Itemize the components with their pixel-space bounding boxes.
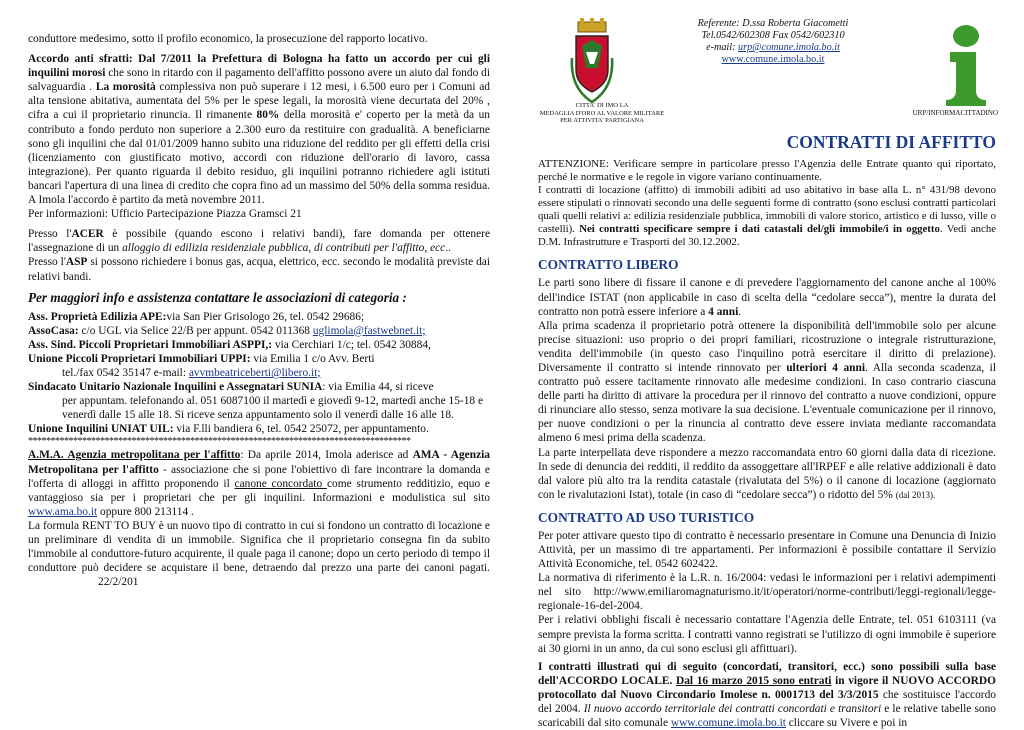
asp-paragraph: Presso l'ASP si possono richiedere i bonus gas, acqua, elettrico, ecc. secondo le modalità previste dai relativi bandi. bbox=[28, 256, 490, 283]
uppi-email-link[interactable]: avvmbeatriceberti@libero.it; bbox=[188, 366, 321, 379]
assoc-sunia: Sindacato Unitario Nazionale Inquilini e Assegnatari SUNIA: via Emilia 44, si riceve bbox=[28, 381, 434, 394]
header bbox=[538, 16, 996, 124]
website-link[interactable]: www.comune.imola.bo.it bbox=[721, 54, 825, 65]
ama-site-link[interactable]: www.ama.bo.it bbox=[28, 505, 98, 518]
sfratti-paragraph: Accordo anti sfratti: Dal 7/2011 la Prefettura di Bologna ha fatto un accordo per cui gli inquilini morosi che sono in ritardo con il pagamento dell'affitto possono avere un aiuto dal fondo di salvaguardia . La morosità complessiva non può superare i 12 mesi, i 6.500 euro per i Comuni ad alta tensione abitativa, aumentata del 5% per le spese legali, la morosità viene decurtata del 20% , cifra a cui il proprietario rinuncia. Il rimanente 80% della morosità e' coperto per la metà da un contributo a fondo perduto non superiore a 2.300 euro da restituire con gradualità. A beneficiarne sono gli inquilini che dal 01/01/2009 hanno subito una riduzione del reddito per gli effetti della crisi (licenziamento con giustificato motivo, accordi con riduzione dell'orario di lavoro, cassa integrazione). Per quanto riguarda il debito residuo, gli inquilini potranno richiedere agli istituti bancari l'apertura di una linea di credito che copra fino ad un massimo del 50% della somma residua. A Imola l'accordo è partito da metà novembre 2011. bbox=[28, 53, 490, 207]
crest-caption: CITTA' DI IMO LA MEDAGLIA D'ORO AL VALORE MILITARE PER ATTIVITA' PARTIGIANA bbox=[539, 102, 665, 124]
libero-p1: Le parti sono libere di fissare il canone e di prevedere l'aggiornamento del canone anche al 100% dell'indice ISTAT (non applicabile in caso di scelta della “cedolare secca”), mentre la durata del contratto non potrà essere inferiore a 4 anni. bbox=[538, 277, 996, 318]
turistico-p1: Per poter attivare questo tipo di contratto è necessario presentare in Comune una Denuncia di Inizio Attività, per un massimo di tre appartamenti. Per informazioni è possibile contattare il Servizio Attività Economiche, tel. 0542 602422. bbox=[538, 529, 996, 571]
section-heading-turistico: CONTRATTO AD USO TURISTICO bbox=[538, 509, 755, 525]
assoc-assocasa: AssoCasa: c/o UGL via Selice 22/B per appunt. 0542 011368 uglimola@fastwebnet.it; bbox=[28, 324, 426, 337]
contratti-paragraph: I contratti di locazione (affitto) di immobili adibiti ad uso abitativo in base alla L. n° 431/98 devono essere stipulati o rinnovati secondo una delle seguenti forme di contratto (sono esclusi contratti particolari quali quelli relativi a: edilizia residenziale pubblica, immobili di valore storico, artistico e di lusso, ville o castelli). Nei contratti specificare sempre i dati catastali del/gli immobile/i in oggetto. Vedi anche D.M. Infrastrutture e Trasporti del 30.12.2002. bbox=[538, 184, 997, 249]
info-icon bbox=[936, 24, 996, 108]
assoc-uniat: Unione Inquilini UNIAT UIL: via F.lli bandiera 6, tel. 0542 25072, per appuntamento. bbox=[28, 423, 429, 436]
assoc-uppi: Unione Piccoli Proprietari Immobiliari UPPI: via Emilia 1 c/o Avv. Berti bbox=[28, 352, 375, 365]
rent-to-buy-paragraph: La formula RENT TO BUY è un nuovo tipo di contratto in cui si fondono un contratto di locazione e un preliminare di vendita di un immobile. Significa che il proprietario consegna fin da subito l'immobile al conduttore-futuro acquirente, il quale paga il canone; dopo un certo periodo di tempo il conduttore può decidere se acquistare il bene, detraendo dal prezzo una parte dei canoni pagati.22/2/201 bbox=[28, 519, 490, 589]
page-title: CONTRATTI DI AFFITTO bbox=[786, 132, 996, 152]
libero-p2: Alla prima scadenza il proprietario potrà ottenere la disponibilità dell'immobile solo per alcune precise situazioni: uso proprio o dei propri familiari, ricostruzione o integrale ristrutturazione, vendita dell'immobile (in questo caso l'inquilino potrà esercitare il diritto di prelazione). Diversamente il contratto si intende rinnovato per ulteriori 4 anni. Alla seconda scadenza, il contratto può essere tacitamente rinnovato alle medesime condizioni. In caso contrario ciascuna delle parti ha diritto di attivare la procedura per il rinnovo del contratto a nuove condizioni, oppure di rinunciare allo stesso, senza motivare la sua decisione. L'eventuale comunicazione per il rinnovo, per nuove condizioni o per la rinuncia al contratto deve essere inviata mediante raccomandata almeno 6 mesi prima della scadenza. bbox=[538, 319, 997, 445]
libero-p3: La parte interpellata deve rispondere a mezzo raccomandata entro 60 giorni dalla data di ricezione. In sede di denuncia dei redditi, il reddito da assoggettare all'IRPEF e alle relative addizionali è dato dal valore più alto tra la rendita catastale (rivalutata del 5%) o il canone di locazione (aggiornato con le rivalutazioni Istat), totale (in caso di “cedolare secca”) o ridotto del 5% (dal 2013). bbox=[538, 446, 996, 501]
assoc-heading: Per maggiori info e assistenza contattare le associazioni di categoria : bbox=[28, 289, 407, 305]
right-column bbox=[538, 16, 996, 730]
turistico-p3: Per i relativi obblighi fiscali è necessario contattare l'Agenzia delle Entrate, tel. 051 6103111 (va sempre prevista la forma scritta. I contratti vanno registrati se l'utilizzo di ogni immobile è superiore ai 30 giorni in un anno, da cui sono esclusi gli affittuari). bbox=[538, 614, 996, 655]
attenzione-paragraph: ATTENZIONE: Verificare sempre in particolare presso l'Agenzia delle Entrate quanto qui riportato, perché le normative e le regole in vigore variano continuamente. bbox=[538, 158, 996, 184]
assoc-ape: Ass. Proprietà Edilizia APE:via San Pier Grisologo 26, tel. 0542 29686; bbox=[28, 310, 365, 323]
urp-email-link[interactable]: urp@comune.imola.bo.it bbox=[738, 42, 840, 53]
assoc-asppi: Ass. Sind. Piccoli Proprietari Immobiliari ASPPI,: via Cerchiari 1/c; tel. 0542 30884, bbox=[28, 338, 431, 351]
city-crest-logo bbox=[568, 18, 616, 106]
comune-site-link[interactable]: www.comune.imola.bo.it bbox=[670, 717, 786, 730]
left-column bbox=[28, 32, 490, 589]
assoc-uppi-contact: tel./fax 0542 35147 e-mail: avvmbeatriceberti@libero.it; bbox=[62, 366, 321, 379]
info-caption: URP/INFORMACITTADINO bbox=[912, 109, 998, 117]
assoc-sunia-hours: per appuntam. telefonando al. 051 6087100 il martedì e giovedì 9-12, martedì anche 15-18 e venerdì dalle 15 alle 18. Si riceve senza appuntamento solo il venerdì dalle 16 alle 18. bbox=[62, 395, 484, 422]
turistico-p2: La normativa di riferimento è la L.R. n. 16/2004: vedasi le informazioni per i relativi adempimenti nel sito http://www.emiliaromagnaturismo.it/it/operatori/norme-contributi/leggi-regionali/legge-regionale-16-del-2004. bbox=[538, 572, 996, 613]
divider-stars: ************************************************************************************* bbox=[28, 436, 411, 448]
sfratti-title: Accordo anti sfratti: Dal 7/2011 la Prefettura di Bologna ha fatto un accordo per cui gli inquilini morosi bbox=[28, 53, 490, 80]
ama-paragraph: A.M.A. Agenzia metropolitana per l'affitto: Da aprile 2014, Imola aderisce ad AMA - Agenzia Metropolitana per l'affitto - associazione che si pone l'obiettivo di fare incontrare la domanda e l'offerta di alloggi in affitto proponendo il canone concordato come strumento redditizio, equo e vantaggioso sia per i proprietari che per gli inquilini. Informazioni e modulistica sul sito www.ama.bo.it oppure 800 213114 . bbox=[28, 449, 490, 518]
date-label: 22/2/201 bbox=[98, 576, 139, 589]
sfratti-info: Per informazioni: Ufficio Partecipazione Piazza Gramsci 21 bbox=[28, 208, 302, 221]
acer-paragraph: Presso l'ACER è possibile (quando escono i relativi bandi), fare domanda per ottenere l'assegnazione di un alloggio di edilizia residenziale pubblica, di contributi per l'affitto, ecc.. bbox=[28, 228, 490, 255]
intro-text: conduttore medesimo, sotto il profilo economico, la prosecuzione del rapporto locativo. bbox=[28, 33, 428, 45]
contact-block: Referente: D.ssa Roberta Giacometti Tel.0542/602308 Fax 0542/602310 e-mail: urp@comune.imola.bo.it www.comune.imola.bo.it bbox=[688, 18, 858, 66]
assoc-list bbox=[28, 310, 490, 437]
section-heading-libero: CONTRATTO LIBERO bbox=[538, 257, 679, 273]
concordati-paragraph: I contratti illustrati qui di seguito (concordati, transitori, ecc.) sono possibili sulla base dell'ACCORDO LOCALE. Dal 16 marzo 2015 sono entrati in vigore il NUOVO ACCORDO protocollato dal Nuovo Circondario Imolese n. 0001713 del 3/3/2015 che sostituisce l'accordo del 2004. Il nuovo accordo territoriale dei contratti concordati e transitori e le relative tabelle sono scaricabili dal sito comunale www.comune.imola.bo.it cliccare su Vivere e poi in bbox=[538, 660, 996, 730]
assocasa-email-link[interactable]: uglimola@fastwebnet.it; bbox=[312, 324, 426, 337]
